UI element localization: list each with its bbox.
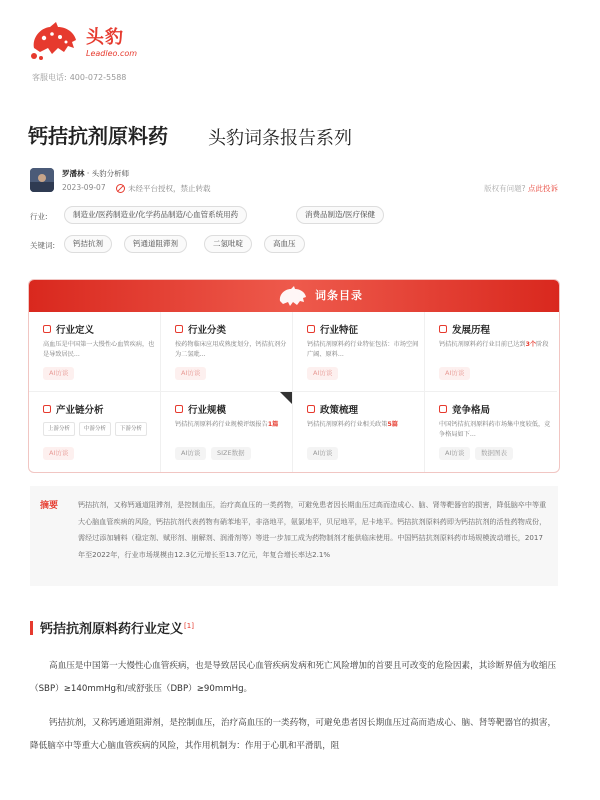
desc-text: 钙拮抗剂原料药行业目前已达到 (439, 341, 526, 348)
toc-item-chain[interactable] (29, 392, 161, 472)
keyword-tag[interactable]: 高血压 (264, 235, 305, 253)
ai-interview-chip[interactable]: AI访谈 (307, 447, 338, 460)
brand-logo[interactable] (28, 18, 137, 62)
size-data-chip[interactable]: SIZE数据 (211, 447, 251, 460)
toc-item-classification[interactable] (161, 312, 293, 392)
toc-item-title: 竞争格局 (452, 405, 491, 416)
desc-text: 阶段 (536, 341, 549, 348)
report-series: 头豹词条报告系列 (208, 128, 352, 149)
hotline (32, 72, 126, 83)
summary-label: 摘要 (40, 501, 59, 511)
toc-item-history[interactable] (425, 312, 557, 392)
ai-interview-chip[interactable]: AI访谈 (43, 367, 74, 380)
section-marker (30, 621, 33, 635)
definition-icon (43, 325, 51, 333)
section-title (40, 618, 194, 637)
classification-icon (175, 325, 183, 333)
toc-item-desc: 中国钙拮抗剂原料药市场集中度较低，竞争格局如下... (439, 421, 551, 438)
desc-count: 3个 (525, 341, 537, 348)
desc-text: 钙拮抗剂原料药行业相关政策 (307, 421, 388, 428)
reference-link[interactable]: [1] (184, 621, 194, 630)
complaint-link[interactable]: 点此投诉 (528, 184, 558, 193)
toc-item-desc (439, 340, 551, 350)
desc-count: 1篇 (267, 421, 279, 428)
desc-count: 5篇 (387, 421, 398, 428)
publish-date: 2023-09-07 (62, 183, 106, 192)
summary-text: 钙拮抗剂，又称钙通道阻滞剂，是控制血压，治疗高血压的一类药物，可避免患者因长期血压过高而造成心、脑、肾等靶器官的损害，降低脑卒中等重大心脑血管疾病的风险，钙拮抗剂代表药物有硝苯地平，非洛地平，氨氯地平，贝尼地平，尼卡地平。钙拮抗剂原料药即为钙拮抗剂的活性药物成份，需经过添加辅料（稳定剂、赋形剂、崩解剂、润滑剂等）等进一步加工成为药物制剂才能供临床使用。中国钙拮抗剂原料药市场规模波动增长，2017年至2022年，行业市场规模由12.3亿元增长至13.7亿元，年复合增长率达2.1% (78, 500, 547, 559)
upstream-chip[interactable]: 上游分析 (43, 422, 75, 436)
competition-icon (439, 405, 447, 413)
policy-icon (307, 405, 315, 413)
downstream-chip[interactable]: 下游分析 (115, 422, 147, 436)
toc-item-title: 行业定义 (56, 325, 95, 336)
toc-item-title: 政策梳理 (320, 405, 359, 416)
toc-item-title: 行业特征 (320, 325, 359, 336)
author-line (62, 168, 129, 179)
ai-interview-chip[interactable]: AI访谈 (175, 447, 206, 460)
author-org: · 头豹分析师 (86, 169, 130, 178)
corner-badge-icon (280, 392, 292, 404)
copy-notice-text: 未经平台授权，禁止转载 (128, 184, 211, 193)
ai-interview-chip[interactable]: AI访谈 (175, 367, 206, 380)
chain-icon (43, 405, 51, 413)
ai-interview-chip[interactable]: AI访谈 (307, 367, 338, 380)
toc-item-desc (175, 420, 287, 430)
report-title: 钙拮抗剂原料药 (28, 124, 168, 148)
toc-panel (28, 279, 560, 473)
toc-item-features[interactable] (293, 312, 425, 392)
prohibited-icon (116, 184, 125, 193)
toc-title: 词条目录 (315, 289, 363, 302)
toc-item-title: 行业分类 (188, 325, 227, 336)
copy-notice (116, 183, 211, 194)
feature-icon (307, 325, 315, 333)
scale-icon (175, 405, 183, 413)
toc-item-definition[interactable] (29, 312, 161, 392)
toc-item-policy[interactable] (293, 392, 425, 472)
toc-item-title: 产业链分析 (56, 405, 104, 416)
body-paragraph: 高血压是中国第一大慢性心血管疾病，也是导致居民心血管疾病发病和死亡风险增加的首要且可改变的危险因素，其诊断界值为收缩压（SBP）≥140mmHg和/或舒张压（DBP）≥90mmHg。 (30, 661, 557, 694)
toc-item-desc: 按药物临床应用成熟度划分，钙拮抗剂分为二氢吡... (175, 341, 287, 358)
industry-tag[interactable]: 消费品制造/医疗保健 (296, 206, 384, 224)
toc-header (29, 280, 559, 312)
copyright-question: 版权有问题? (484, 184, 526, 193)
toc-item-title: 发展历程 (452, 325, 491, 336)
hotline-label: 客服电话: (32, 73, 67, 82)
midstream-chip[interactable]: 中游分析 (79, 422, 111, 436)
toc-item-desc: 高血压是中国第一大慢性心血管疾病，也是导致居民... (43, 341, 155, 358)
hotline-number: 400-072-5588 (69, 73, 127, 82)
section-title-text: 钙拮抗剂原料药行业定义 (40, 622, 184, 637)
keyword-tag[interactable]: 钙拮抗剂 (64, 235, 112, 253)
copyright-line (484, 183, 558, 194)
keyword-tag[interactable]: 钙通道阻滞剂 (124, 235, 187, 253)
brand-name: 头豹 (86, 26, 124, 48)
toc-item-scale[interactable] (161, 392, 293, 472)
leopard-icon (277, 283, 309, 309)
author-name[interactable]: 罗潘林 (62, 169, 85, 178)
data-chart-chip[interactable]: 数据图表 (475, 447, 513, 460)
industry-tag[interactable]: 制造业/医药制造业/化学药品制造/心血管系统用药 (64, 206, 247, 224)
ai-interview-chip[interactable]: AI访谈 (43, 447, 74, 460)
leopard-logo-icon (28, 18, 80, 62)
toc-item-desc (307, 420, 419, 430)
avatar[interactable] (30, 168, 54, 192)
ai-interview-chip[interactable]: AI访谈 (439, 367, 470, 380)
toc-item-competition[interactable] (425, 392, 557, 472)
industry-label: 行业: (30, 212, 48, 221)
keyword-tag[interactable]: 二氢吡啶 (204, 235, 252, 253)
history-icon (439, 325, 447, 333)
ai-interview-chip[interactable]: AI访谈 (439, 447, 470, 460)
toc-item-title: 行业规模 (188, 405, 227, 416)
keywords-label: 关键词: (30, 241, 56, 250)
summary-box (30, 486, 558, 586)
body-paragraph: 钙拮抗剂，又称钙通道阻滞剂，是控制血压，治疗高血压的一类药物，可避免患者因长期血压过高而造成心、脑、肾等靶器官的损害，降低脑卒中等重大心脑血管疾病的风险，其作用机制为：作用于心肌和平滑肌，阻 (30, 718, 557, 751)
desc-text: 钙拮抗剂原料药行业规模评级报告 (175, 421, 268, 428)
brand-domain: Leadleo.com (86, 48, 138, 58)
toc-item-desc: 钙拮抗剂原料药行业特征包括：市场空间广阔、原料... (307, 341, 419, 358)
